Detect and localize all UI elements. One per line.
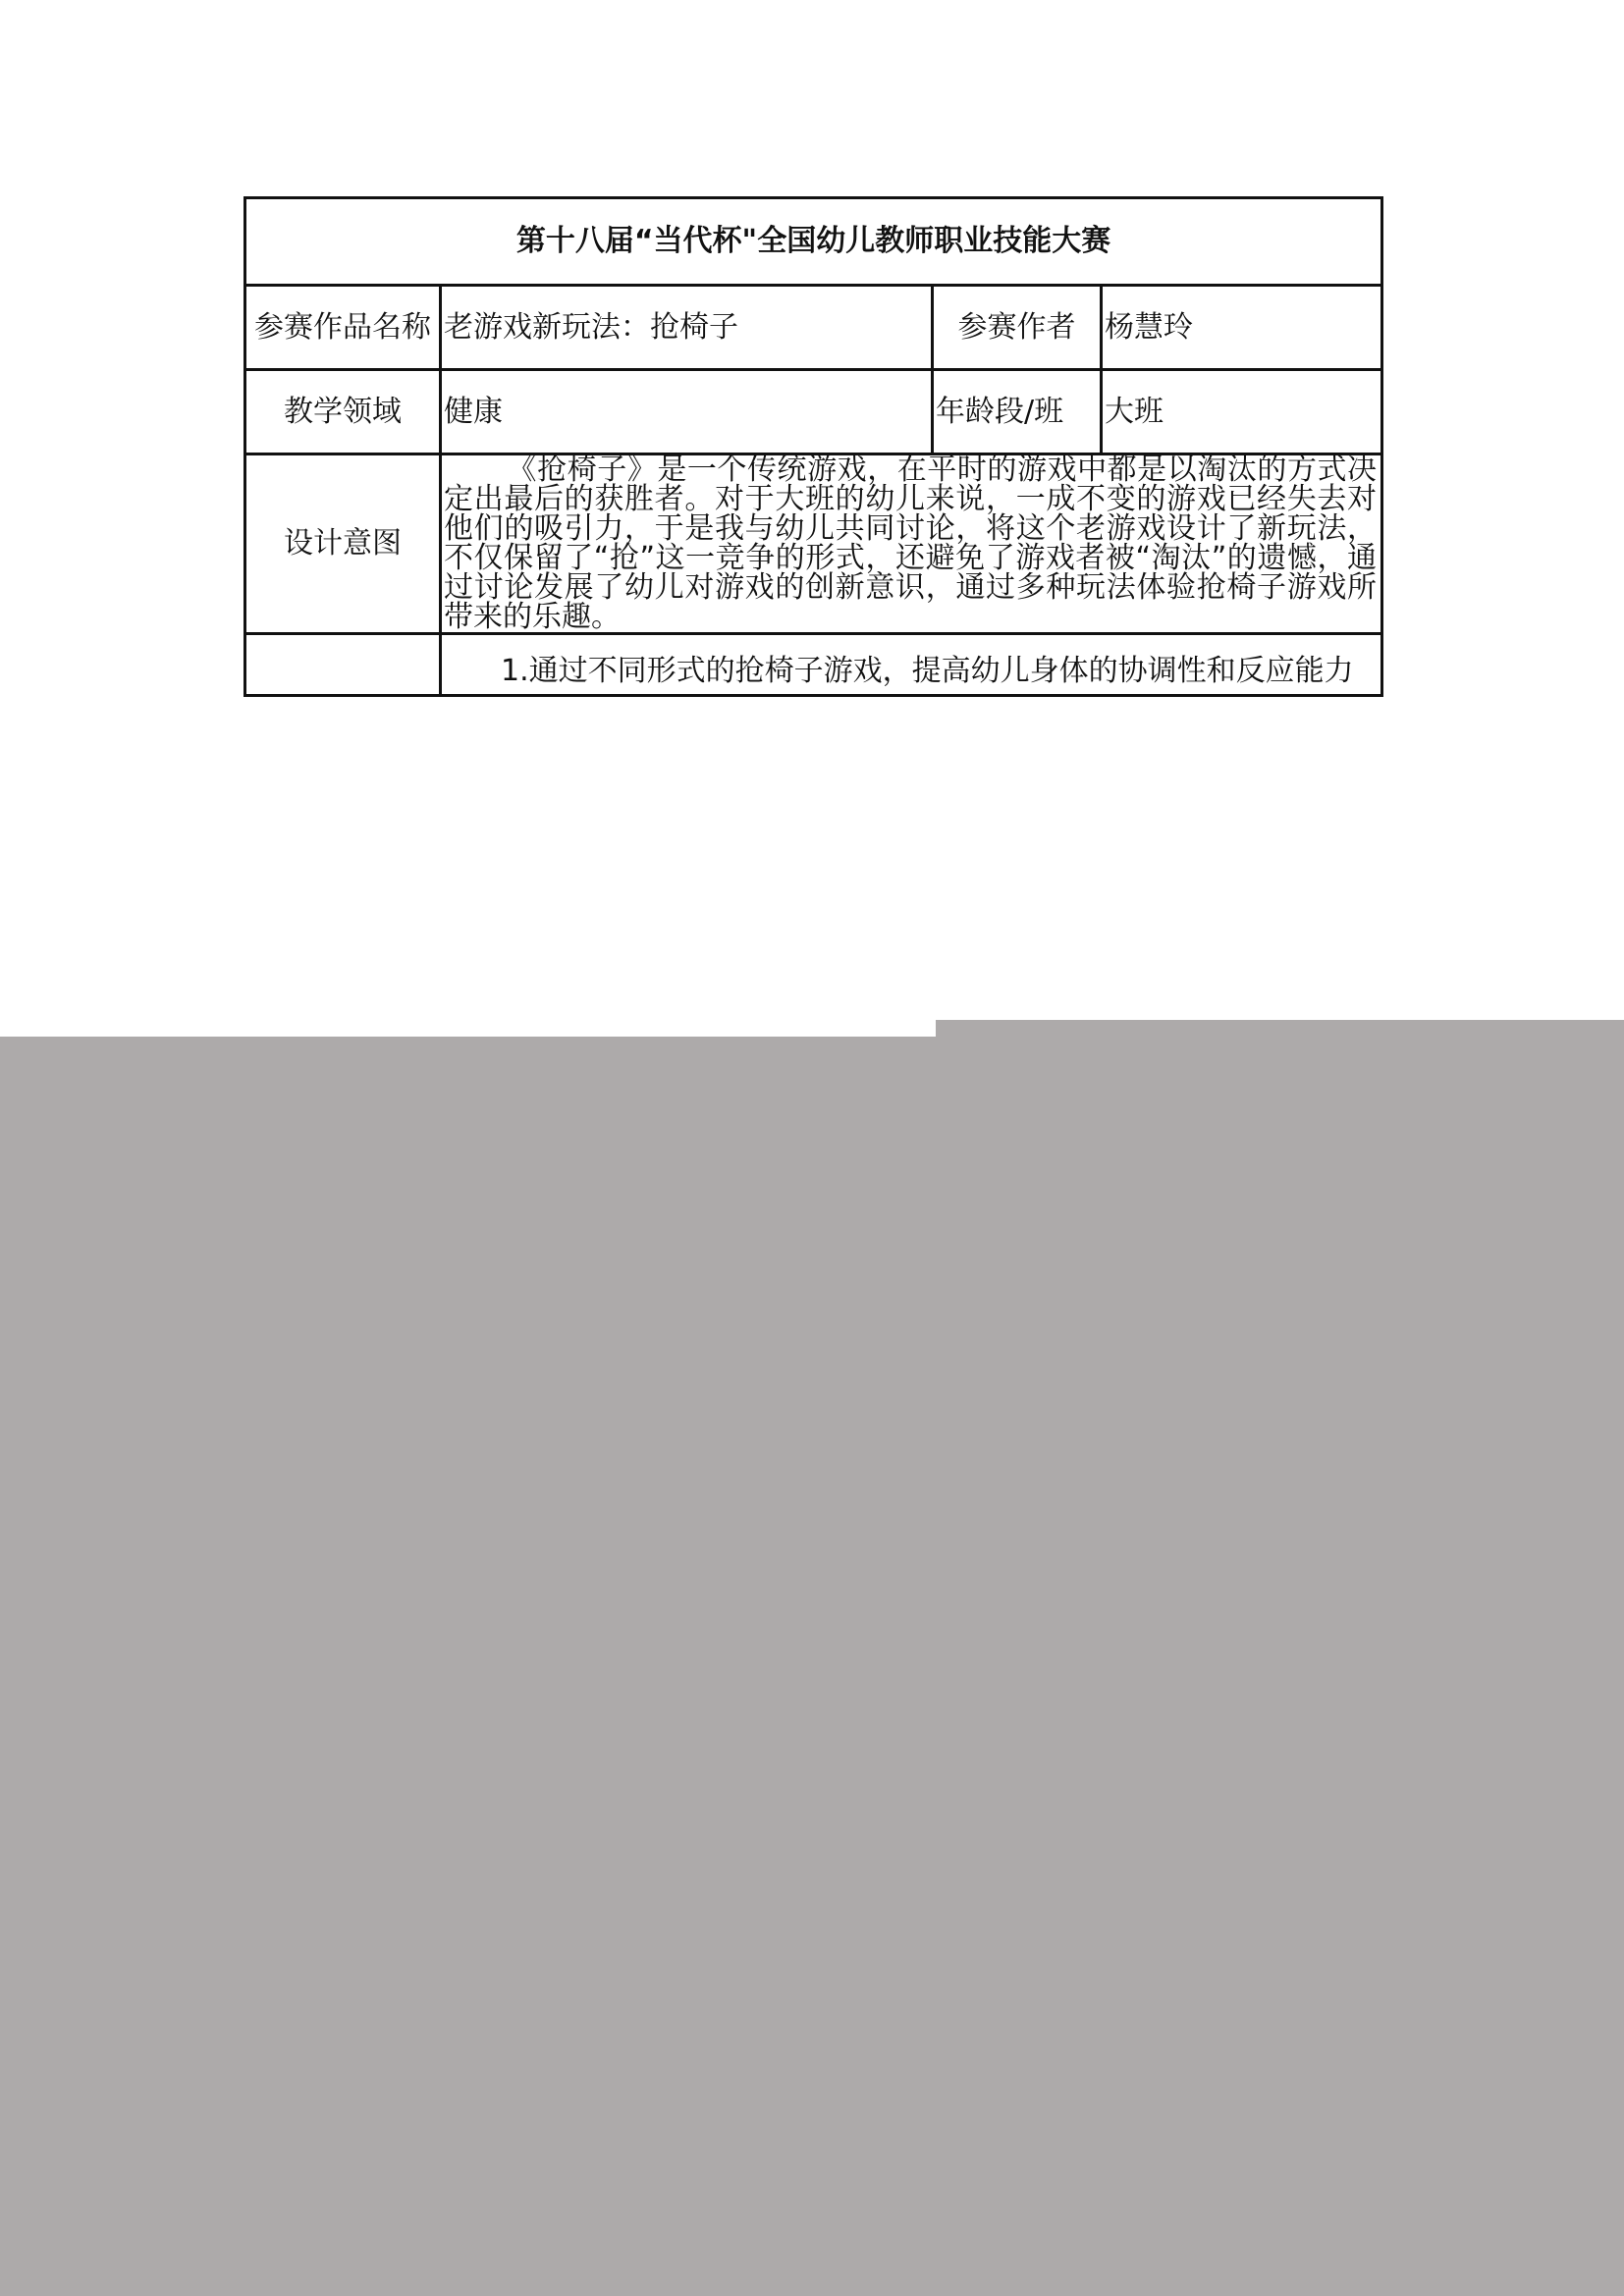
document-title: 第十八届“当代杯"全国幼儿教师职业技能大赛: [245, 198, 1382, 286]
author-value: 杨慧玲: [1102, 286, 1382, 370]
domain-label: 教学领域: [245, 370, 441, 454]
age-value: 大班: [1102, 370, 1382, 454]
goal-cell: [441, 634, 1382, 696]
author-label: 参赛作者: [933, 286, 1102, 370]
design-intent-text: 《抢椅子》是一个传统游戏，在平时的游戏中都是以淘汰的方式决定出最后的获胜者。对于大班的幼儿来说，一成不变的游戏已经失去对他们的吸引力，于是我与幼儿共同讨论，将这个老游戏设计了新玩法，不仅保留了“抢”这一竞争的形式，还避免了游戏者被“淘汰”的遗憾，通过讨论发展了幼儿对游戏的创新意识，通过多种玩法体验抢椅子游戏所带来的乐趣。: [444, 453, 1378, 634]
design-intent-label: 设计意图: [245, 454, 441, 634]
design-intent-cell: [441, 454, 1382, 634]
work-name-value: 老游戏新玩法：抢椅子: [441, 286, 933, 370]
goal-label: [245, 634, 441, 696]
redaction-overlay: [0, 1037, 1624, 2296]
work-name-label: 参赛作品名称: [245, 286, 441, 370]
domain-value: 健康: [441, 370, 933, 454]
age-label: 年龄段/班: [933, 370, 1102, 454]
competition-entry-table: [244, 196, 1383, 697]
goal-text: 1.通过不同形式的抢椅子游戏，提高幼儿身体的协调性和反应能力: [501, 654, 1354, 686]
